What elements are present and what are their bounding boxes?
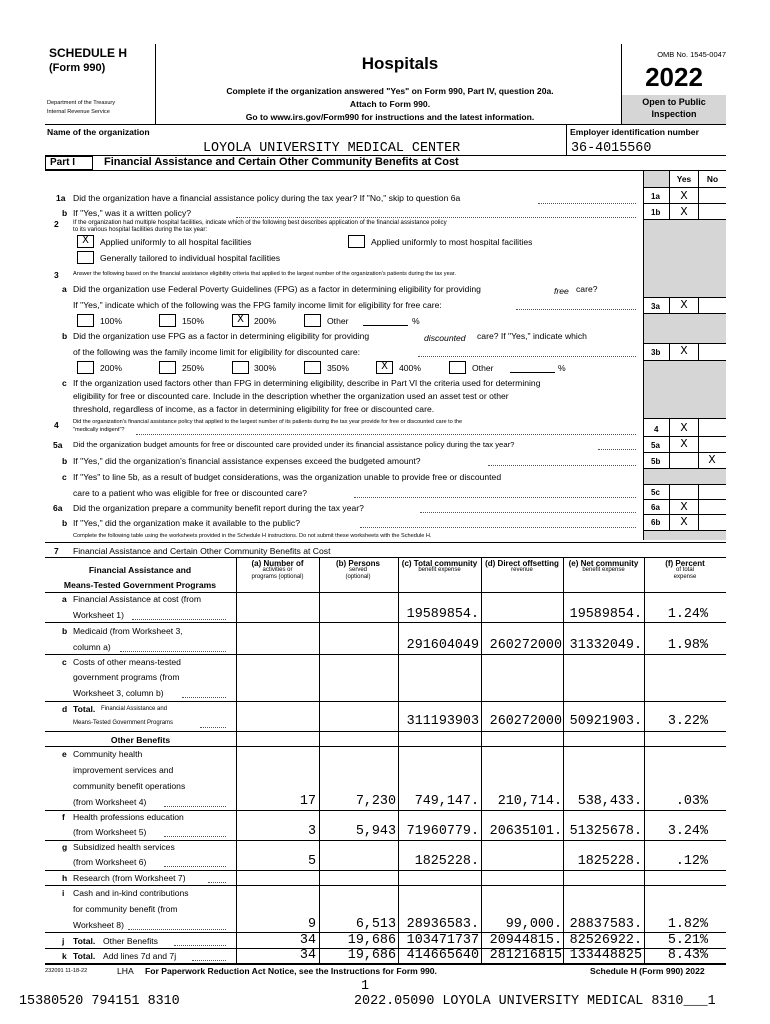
label-3b-other: Other bbox=[472, 363, 494, 373]
row-e-f: .03% bbox=[675, 794, 708, 809]
checkbox-tailored[interactable] bbox=[77, 251, 94, 264]
row-e-c: 749,147. bbox=[414, 794, 479, 809]
col-a-head bbox=[236, 560, 319, 581]
shade-3b-top bbox=[644, 313, 726, 343]
row-b-f: 1.98% bbox=[667, 638, 708, 653]
part-label: Part I bbox=[45, 156, 93, 170]
rule bbox=[45, 542, 726, 543]
checkbox-3b-other[interactable] bbox=[449, 361, 466, 374]
leader-dots bbox=[354, 497, 636, 498]
rule bbox=[643, 203, 726, 204]
org-name-label: Name of the organization bbox=[47, 127, 150, 137]
leader-dots bbox=[538, 203, 636, 204]
q3c-text-3: threshold, regardless of income, as a factor in determining eligibility for free or discounted care. bbox=[73, 404, 435, 414]
shade-line2-3 bbox=[644, 219, 726, 297]
q7-text: Financial Assistance and Certain Other Community Benefits at Cost bbox=[73, 546, 331, 556]
row-j-b: 19,686 bbox=[347, 933, 396, 948]
row-k-f: 8.43% bbox=[667, 948, 708, 963]
row-j-d: 20944815. bbox=[489, 933, 562, 948]
row-a-c: 19589854. bbox=[406, 607, 479, 622]
row-e-label-2: improvement services and bbox=[73, 765, 174, 775]
rule bbox=[643, 187, 726, 188]
leader-dots bbox=[136, 434, 636, 435]
rule bbox=[45, 592, 726, 593]
leader-dots bbox=[208, 882, 226, 883]
col-f-head-2: of total bbox=[675, 567, 694, 573]
col-a-head-1: (a) Number of bbox=[251, 559, 304, 568]
rule bbox=[45, 746, 726, 747]
row-h-letter: h bbox=[62, 873, 68, 883]
leader-dots bbox=[120, 651, 226, 652]
answer-1a-yes[interactable]: X bbox=[680, 189, 688, 203]
other-3b-field[interactable] bbox=[510, 372, 555, 373]
q3a-text: Did the organization use Federal Poverty Guidelines (FPG) as a factor in determining eligibility for providing bbox=[73, 284, 481, 294]
other-benefits-heading: Other Benefits bbox=[110, 735, 171, 745]
row-h-label-1: Research (from Worksheet 7) bbox=[73, 873, 186, 883]
leader-dots bbox=[174, 945, 226, 946]
row-d-letter: d bbox=[62, 704, 68, 714]
q5b-num: b bbox=[62, 456, 68, 466]
q2-text-2: to its various hospital facilities during the tax year: bbox=[73, 226, 208, 233]
row-k-c: 414665640 bbox=[406, 948, 479, 963]
row-f-letter: f bbox=[62, 812, 65, 822]
row-b-e: 31332049. bbox=[569, 638, 642, 653]
q4-text-1: Did the organization's financial assistance policy that applied to the largest number of its patients during the tax year provide for free or discounted care to the bbox=[73, 419, 463, 425]
rule bbox=[643, 313, 726, 314]
row-i-b: 6,513 bbox=[355, 917, 396, 932]
answer-3b-yes[interactable]: X bbox=[680, 344, 688, 358]
row-k-total: Total. bbox=[73, 951, 96, 961]
row-i-c: 28936583. bbox=[406, 917, 479, 932]
row-f-label-1: Health professions education bbox=[73, 812, 184, 822]
label-3a-other: Other bbox=[327, 316, 349, 326]
dept-irs: Internal Revenue Service bbox=[47, 109, 110, 115]
row-c-label-2: government programs (from bbox=[73, 672, 180, 682]
q2-num: 2 bbox=[54, 219, 59, 229]
row-f-a: 3 bbox=[307, 824, 316, 839]
shade-complete bbox=[644, 530, 726, 540]
row-c-label-1: Costs of other means-tested bbox=[73, 657, 181, 667]
label-3a-200: 200% bbox=[254, 316, 276, 326]
q7-num: 7 bbox=[54, 546, 59, 556]
answer-6a-yes[interactable]: X bbox=[680, 500, 688, 514]
rule bbox=[45, 654, 726, 655]
rule bbox=[643, 530, 726, 531]
row-f-b: 5,943 bbox=[355, 824, 396, 839]
row-i-letter: i bbox=[62, 888, 65, 898]
shade-header bbox=[643, 171, 669, 187]
leader-dots bbox=[164, 836, 226, 837]
q3a-num: a bbox=[62, 284, 67, 294]
rule bbox=[45, 557, 726, 558]
row-a-f: 1.24% bbox=[667, 607, 708, 622]
rule bbox=[45, 170, 726, 171]
answer-5a-yes[interactable]: X bbox=[680, 437, 688, 451]
other-3a-field[interactable] bbox=[363, 325, 408, 326]
col-e-head-1: (e) Net community bbox=[568, 559, 639, 568]
q3a-end: care? bbox=[576, 284, 598, 294]
row-d-label-2: Means-Tested Government Programs bbox=[73, 720, 174, 726]
row-b-label-2: column a) bbox=[73, 642, 111, 652]
ref-3b: 3b bbox=[651, 348, 661, 357]
q1b-num: b bbox=[62, 208, 68, 218]
leader-dots bbox=[420, 512, 636, 513]
row-i-label-1: Cash and in-kind contributions bbox=[73, 888, 189, 898]
label-3a-150: 150% bbox=[182, 316, 204, 326]
checkbox-applied-all[interactable]: X bbox=[77, 235, 94, 248]
row-g-label-1: Subsidized health services bbox=[73, 842, 175, 852]
row-i-label-3: Worksheet 8) bbox=[73, 920, 124, 930]
q5c-text-1: If "Yes" to line 5b, as a result of budget considerations, was the organization unable to provide free or discounted bbox=[73, 472, 502, 482]
q3b-end: care? If "Yes," indicate which bbox=[477, 331, 587, 341]
leader-dots bbox=[488, 465, 636, 466]
instruction-1: Complete if the organization answered "Yes" on Form 990, Part IV, question 20a. bbox=[226, 86, 554, 96]
label-3a-100: 100% bbox=[100, 316, 122, 326]
rule bbox=[45, 124, 726, 125]
row-k-a: 34 bbox=[299, 948, 316, 963]
form-title: Hospitals bbox=[361, 54, 439, 73]
checkbox-applied-most[interactable] bbox=[348, 235, 365, 248]
row-d-d: 260272000 bbox=[489, 714, 562, 729]
label-tailored: Generally tailored to individual hospital facilities bbox=[100, 253, 281, 263]
leader-dots bbox=[128, 929, 226, 930]
row-e-e: 538,433. bbox=[577, 794, 642, 809]
row-e-letter: e bbox=[62, 749, 67, 759]
row-d-label-1: Financial Assistance and bbox=[101, 706, 168, 712]
row-k-letter: k bbox=[62, 951, 67, 961]
row-e-d: 210,714. bbox=[497, 794, 562, 809]
page-number: 1 bbox=[360, 979, 370, 994]
rule bbox=[566, 124, 567, 155]
checkbox-3a-other[interactable] bbox=[304, 314, 321, 327]
q6b-text: If "Yes," did the organization make it available to the public? bbox=[73, 518, 300, 528]
q3b-text-2: of the following was the family income limit for eligibility for discounted care: bbox=[73, 347, 361, 357]
inspection-label: Inspection bbox=[651, 109, 697, 119]
row-i-d: 99,000. bbox=[505, 917, 562, 932]
leader-dots bbox=[418, 356, 636, 357]
ref-5b: 5b bbox=[651, 457, 661, 466]
ref-1a: 1a bbox=[651, 192, 660, 201]
ref-4: 4 bbox=[654, 425, 659, 434]
form-label: (Form 990) bbox=[49, 62, 106, 74]
rule bbox=[45, 840, 726, 841]
q6a-num: 6a bbox=[53, 503, 63, 513]
answer-4-yes[interactable]: X bbox=[680, 421, 688, 435]
q5c-num: c bbox=[62, 472, 67, 482]
col-e-head-2: benefit expense bbox=[582, 567, 625, 573]
checkbox-3a-150[interactable] bbox=[159, 314, 176, 327]
instruction-2: Attach to Form 990. bbox=[349, 99, 431, 109]
footer-pra: For Paperwork Reduction Act Notice, see the Instructions for Form 990. bbox=[145, 966, 437, 976]
col-f-head bbox=[644, 560, 726, 581]
yes-header: Yes bbox=[676, 174, 692, 184]
row-d-e: 50921903. bbox=[569, 714, 642, 729]
col-c-head-2: benefit expense bbox=[418, 567, 461, 573]
rule bbox=[643, 418, 726, 419]
q6a-text: Did the organization prepare a community benefit report during the tax year? bbox=[73, 503, 364, 513]
row-j-label: Other Benefits bbox=[103, 936, 158, 946]
col-f-head-3: expense bbox=[673, 574, 697, 580]
checkbox-3a-200[interactable]: X bbox=[232, 314, 249, 327]
row-d-f: 3.22% bbox=[667, 714, 708, 729]
q4-num: 4 bbox=[54, 420, 59, 430]
q3c-num: c bbox=[62, 378, 67, 388]
col-b-head-3: (optional) bbox=[345, 574, 371, 580]
label-3b-400: 400% bbox=[399, 363, 421, 373]
row-e-label-1: Community health bbox=[73, 749, 143, 759]
label-3b-250: 250% bbox=[182, 363, 204, 373]
checkbox-3b-250[interactable] bbox=[159, 361, 176, 374]
row-j-f: 5.21% bbox=[667, 933, 708, 948]
col-b-head-2: served bbox=[348, 567, 367, 573]
rule bbox=[236, 557, 237, 964]
rule bbox=[45, 731, 726, 732]
row-k-label: Add lines 7d and 7j bbox=[103, 951, 177, 961]
row-f-d: 20635101. bbox=[489, 824, 562, 839]
rule bbox=[643, 468, 726, 469]
row-j-e: 82526922. bbox=[569, 933, 642, 948]
col-c-head bbox=[398, 560, 481, 574]
col-d-head bbox=[481, 560, 563, 574]
q3c-text-2: eligibility for free or discounted care. Include in the description whether the organization used an asset test or other bbox=[73, 391, 509, 401]
row-b-c: 291604049 bbox=[406, 638, 479, 653]
row-a-letter: a bbox=[62, 594, 67, 604]
leader-dots bbox=[236, 217, 636, 218]
row-g-label-2: (from Worksheet 6) bbox=[73, 857, 147, 867]
row-c-label-3: Worksheet 3, column b) bbox=[73, 688, 164, 698]
q3b-discounted: discounted bbox=[424, 333, 466, 343]
col-b-head-1: (b) Persons bbox=[335, 559, 380, 568]
row-b-d: 260272000 bbox=[489, 638, 562, 653]
row-c-letter: c bbox=[62, 657, 67, 667]
row-b-label-1: Medicaid (from Worksheet 3, bbox=[73, 626, 183, 636]
row-k-b: 19,686 bbox=[347, 948, 396, 963]
checkbox-3b-200[interactable] bbox=[77, 361, 94, 374]
row-e-a: 17 bbox=[299, 794, 316, 809]
row-i-a: 9 bbox=[307, 917, 316, 932]
row-e-label-4: (from Worksheet 4) bbox=[73, 797, 147, 807]
footer-left-id: 15380520 794151 8310 bbox=[19, 994, 180, 1009]
shade-3c bbox=[644, 360, 726, 418]
row-a-e: 19589854. bbox=[569, 607, 642, 622]
rule bbox=[45, 701, 726, 702]
leader-dots bbox=[132, 619, 226, 620]
table-head-left-1: Financial Assistance and bbox=[88, 565, 192, 575]
answer-6b-yes[interactable]: X bbox=[680, 515, 688, 529]
rule bbox=[45, 622, 726, 623]
row-g-f: .12% bbox=[675, 854, 708, 869]
checkbox-3b-300[interactable] bbox=[232, 361, 249, 374]
col-e-head bbox=[563, 560, 644, 574]
no-header: No bbox=[706, 174, 719, 184]
q3-text: Answer the following based on the financial assistance eligibility criteria that applied to the largest number of the organization's patients during the tax year. bbox=[73, 271, 456, 277]
checkbox-3a-100[interactable] bbox=[77, 314, 94, 327]
rule bbox=[643, 360, 726, 361]
q3a-text-2: If "Yes," indicate which of the following was the FPG family income limit for eligibility for free care: bbox=[73, 300, 442, 310]
rule bbox=[45, 810, 726, 811]
row-k-d: 281216815 bbox=[489, 948, 562, 963]
row-d-total: Total. bbox=[73, 704, 96, 714]
row-a-label-1: Financial Assistance at cost (from bbox=[73, 594, 201, 604]
row-j-letter: j bbox=[62, 936, 65, 946]
row-j-a: 34 bbox=[299, 933, 316, 948]
q3c-text-1: If the organization used factors other than FPG in determining eligibility, describe in Part VI the criteria used for determining bbox=[73, 378, 541, 388]
row-i-f: 1.82% bbox=[667, 917, 708, 932]
q1b-text: If "Yes," was it a written policy? bbox=[73, 208, 192, 218]
rule bbox=[45, 885, 726, 886]
leader-dots bbox=[360, 527, 636, 528]
footer-right-id: 2022.05090 LOYOLA UNIVERSITY MEDICAL 8310___1 bbox=[354, 994, 716, 1009]
label-3b-350: 350% bbox=[327, 363, 349, 373]
rule bbox=[45, 870, 726, 871]
checkbox-3b-400[interactable]: X bbox=[376, 361, 393, 374]
row-g-letter: g bbox=[62, 842, 68, 852]
col-d-head-1: (d) Direct offsetting bbox=[485, 559, 559, 568]
rule bbox=[643, 484, 726, 485]
row-g-e: 1825228. bbox=[577, 854, 642, 869]
schedule-label: SCHEDULE H bbox=[49, 46, 128, 60]
q4-text-2: "medically indigent"? bbox=[73, 427, 125, 433]
q5a-text: Did the organization budget amounts for free or discounted care provided under its financial assistance policy during the tax year? bbox=[73, 440, 515, 449]
row-f-label-2: (from Worksheet 5) bbox=[73, 827, 147, 837]
leader-dots bbox=[598, 449, 636, 450]
answer-1b-yes[interactable]: X bbox=[680, 205, 688, 219]
shade-5c-top bbox=[644, 468, 726, 484]
row-a-label-2: Worksheet 1) bbox=[73, 610, 124, 620]
col-a-head-3: programs (optional) bbox=[251, 574, 304, 580]
q1a-text: Did the organization have a financial assistance policy during the tax year? If "No," skip to question 6a bbox=[73, 193, 461, 203]
q3a-free: free bbox=[554, 286, 569, 296]
ref-5c: 5c bbox=[651, 488, 660, 497]
q3-num: 3 bbox=[54, 270, 59, 280]
rule bbox=[643, 219, 726, 220]
row-d-c: 311193903 bbox=[406, 714, 479, 729]
col-d-head-2: revenue bbox=[511, 567, 533, 573]
row-f-c: 71960779. bbox=[406, 824, 479, 839]
label-3b-300: 300% bbox=[254, 363, 276, 373]
q3b-num: b bbox=[62, 331, 68, 341]
label-3a-pct: % bbox=[412, 316, 420, 326]
q1a-num: 1a bbox=[56, 193, 66, 203]
q5a-num: 5a bbox=[53, 440, 63, 450]
col-f-head-1: (f) Percent bbox=[665, 559, 705, 568]
row-i-e: 28837583. bbox=[569, 917, 642, 932]
leader-dots bbox=[164, 806, 226, 807]
row-j-total: Total. bbox=[73, 936, 96, 946]
checkbox-3b-350[interactable] bbox=[304, 361, 321, 374]
ein-label: Employer identification number bbox=[570, 127, 699, 137]
answer-5b-no[interactable]: X bbox=[708, 453, 716, 467]
label-3b-200: 200% bbox=[100, 363, 122, 373]
row-b-letter: b bbox=[62, 626, 68, 636]
ref-1b: 1b bbox=[651, 208, 661, 217]
ref-5a: 5a bbox=[651, 441, 660, 450]
row-g-c: 1825228. bbox=[414, 854, 479, 869]
q5b-text: If "Yes," did the organization's financial assistance expenses exceed the budgeted amount? bbox=[73, 456, 421, 466]
org-name: LOYOLA UNIVERSITY MEDICAL CENTER bbox=[203, 141, 461, 156]
leader-dots bbox=[516, 309, 636, 310]
complete-instruction: Complete the following table using the worksheets provided in the Schedule H instructions. Do not submit these worksheets with the Schedule H. bbox=[73, 533, 432, 539]
instruction-3: Go to www.irs.gov/Form990 for instructions and the latest information. bbox=[245, 112, 535, 122]
rule bbox=[319, 557, 320, 964]
footer-lha: LHA bbox=[117, 966, 134, 976]
row-e-label-3: community benefit operations bbox=[73, 781, 186, 791]
row-i-label-2: for community benefit (from bbox=[73, 904, 178, 914]
answer-3a-yes[interactable]: X bbox=[680, 298, 688, 312]
part-title: Financial Assistance and Certain Other Community Benefits at Cost bbox=[104, 156, 459, 168]
ref-6b: 6b bbox=[651, 518, 661, 527]
q5c-text-2: care to a patient who was eligible for free or discounted care? bbox=[73, 488, 308, 498]
q2-text-1: If the organization had multiple hospital facilities, indicate which of the following best describes application of the financial assistance policy bbox=[73, 219, 447, 226]
ein-value: 36-4015560 bbox=[571, 141, 652, 156]
leader-dots bbox=[182, 697, 226, 698]
leader-dots bbox=[200, 727, 226, 728]
row-g-a: 5 bbox=[307, 854, 316, 869]
label-applied-all: Applied uniformly to all hospital facilities bbox=[100, 237, 252, 247]
ref-3a: 3a bbox=[651, 302, 660, 311]
footer-schedule: Schedule H (Form 990) 2022 bbox=[590, 966, 705, 976]
dept-treasury: Department of the Treasury bbox=[47, 100, 116, 106]
label-applied-most: Applied uniformly to most hospital facilities bbox=[371, 237, 533, 247]
col-b-head bbox=[319, 560, 397, 581]
q6b-num: b bbox=[62, 518, 68, 528]
footer-code: 232091 11-18-22 bbox=[45, 968, 88, 974]
rule bbox=[45, 963, 726, 965]
row-j-c: 103471737 bbox=[406, 933, 479, 948]
row-k-e: 133448825 bbox=[569, 948, 642, 963]
ref-6a: 6a bbox=[651, 503, 660, 512]
row-f-e: 51325678. bbox=[569, 824, 642, 839]
col-c-head-1: (c) Total community bbox=[401, 559, 478, 568]
open-public-label: Open to Public bbox=[642, 97, 706, 107]
col-a-head-2: activities or bbox=[262, 567, 293, 573]
leader-dots bbox=[164, 866, 226, 867]
row-f-f: 3.24% bbox=[667, 824, 708, 839]
q3b-text: Did the organization use FPG as a factor in determining eligibility for providing bbox=[73, 331, 370, 341]
omb-number: OMB No. 1545-0047 bbox=[657, 50, 726, 59]
table-head-left-2: Means-Tested Government Programs bbox=[63, 580, 217, 590]
leader-dots bbox=[192, 960, 226, 961]
header-divider-left bbox=[155, 44, 156, 124]
rule bbox=[481, 557, 482, 964]
label-3b-pct: % bbox=[558, 363, 566, 373]
row-e-b: 7,230 bbox=[355, 794, 396, 809]
tax-year: 2022 bbox=[645, 62, 703, 92]
